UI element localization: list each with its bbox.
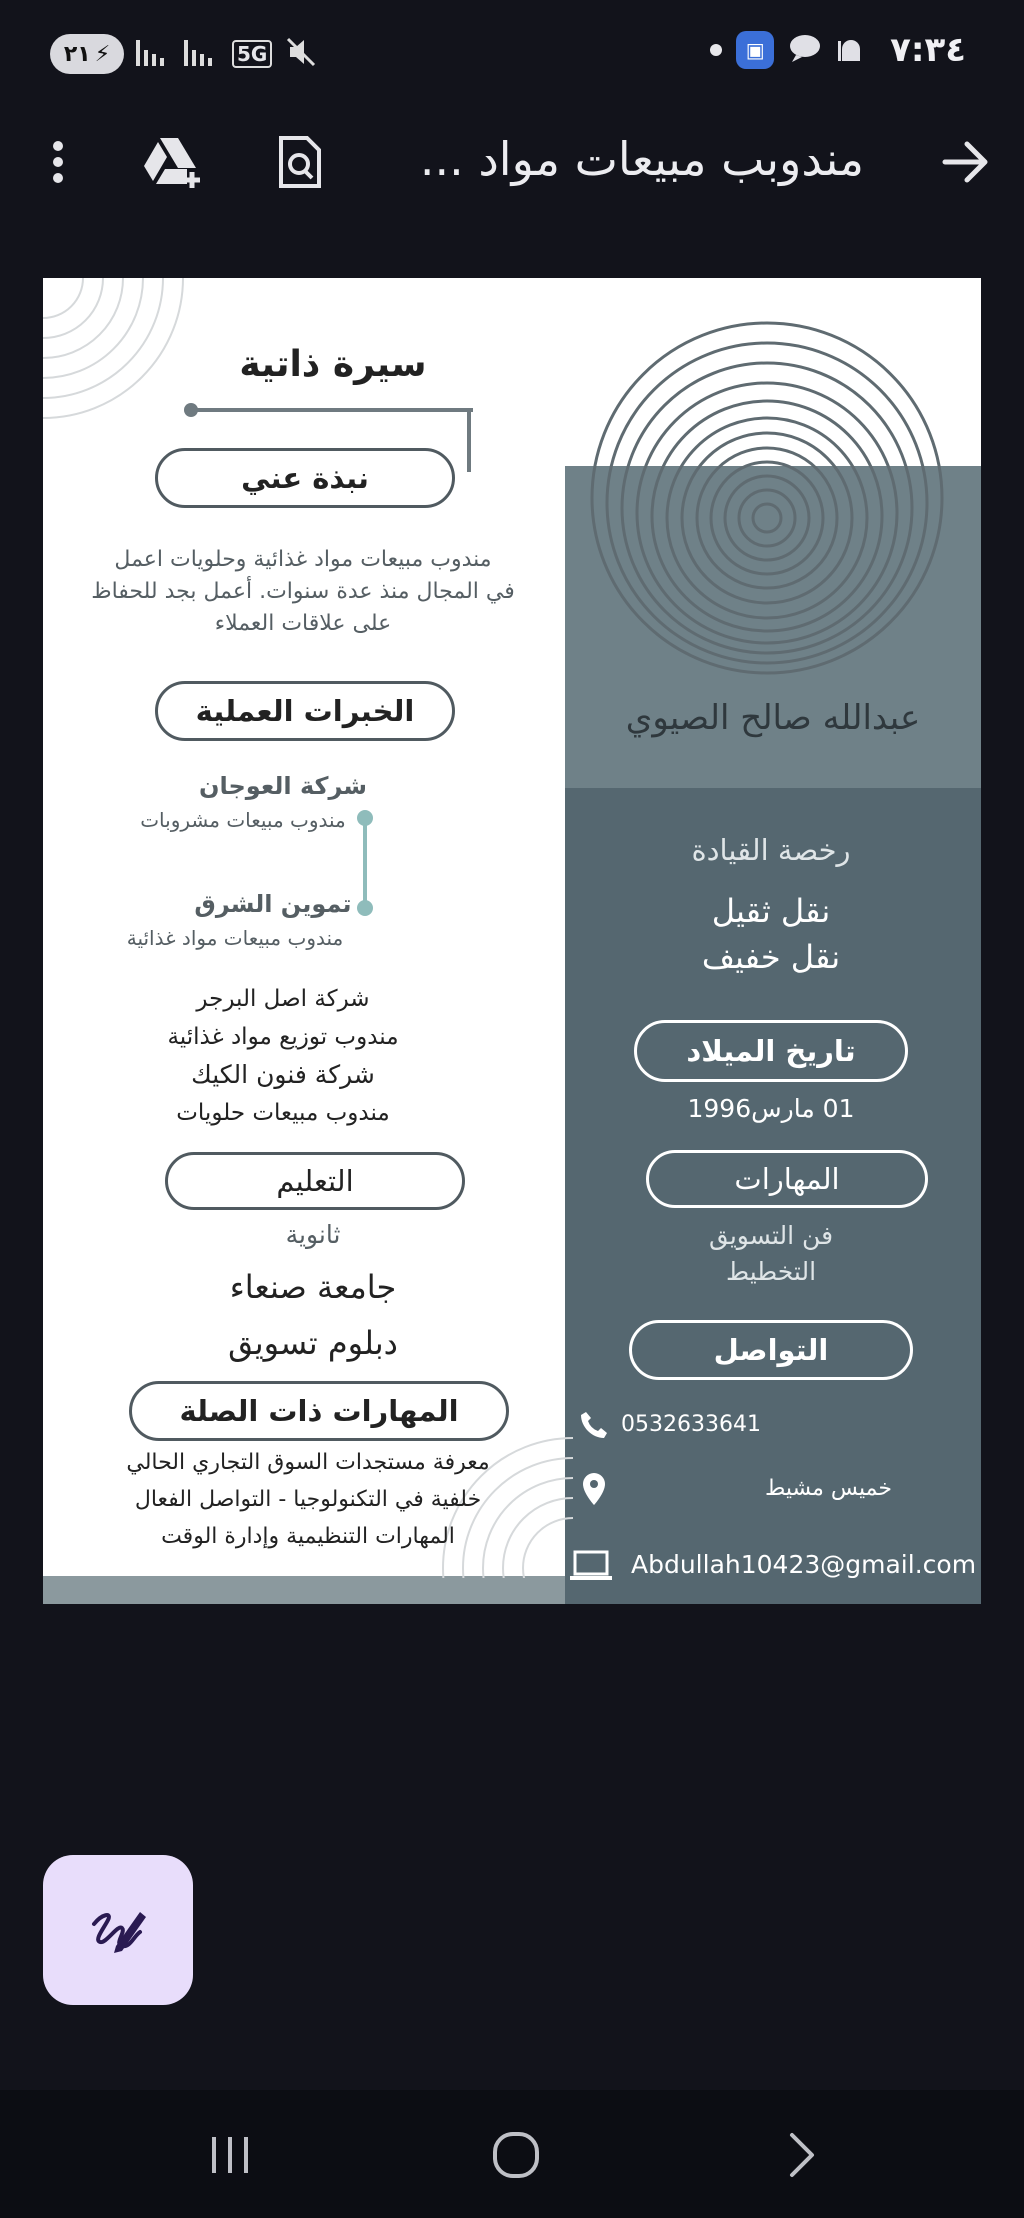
status-bar: [0, 0, 1024, 110]
experience-label: الخبرات العملية: [155, 681, 455, 741]
network-type: 5G: [232, 40, 272, 68]
mosque-icon: [836, 33, 866, 67]
license-item: نقل خفيف: [701, 938, 841, 976]
footer-strip: [43, 1576, 565, 1604]
experience-extra-item: مندوب توزيع مواد غذائية: [167, 1024, 399, 1050]
experience-extra-list: [133, 980, 433, 1132]
signal-icon: [184, 36, 220, 73]
charging-icon: ⚡: [94, 41, 111, 67]
skills-label: المهارات: [646, 1150, 928, 1208]
back-chevron-icon[interactable]: [762, 2120, 842, 2190]
experience-extra-item: مندوب مبيعات حلويات: [176, 1100, 390, 1126]
concentric-circles-decoration: [587, 318, 947, 678]
skill-item: التخطيط: [725, 1257, 817, 1286]
more-vertical-icon[interactable]: [30, 134, 86, 190]
birth-value: 01 مارس1996: [687, 1094, 855, 1123]
clock: ٧:٣٤: [890, 30, 966, 70]
license-item: نقل ثقيل: [711, 892, 831, 930]
about-line: في المجال منذ عدة سنوات. أعمل بجد للحفاظ: [91, 579, 515, 604]
document-search-icon[interactable]: [272, 134, 328, 190]
person-name: عبدالله صالح الصيوي: [625, 698, 921, 738]
experience-role: مندوب مبيعات مشروبات: [140, 808, 346, 832]
cv-heading: سيرة ذاتية: [239, 344, 427, 385]
contact-location: خميس مشيط: [765, 1476, 892, 1501]
contact-email: Abdullah10423@gmail.com: [631, 1550, 977, 1579]
education-item: جامعة صنعاء: [229, 1268, 397, 1306]
mute-icon: [284, 35, 318, 73]
related-skills-list: [73, 1444, 543, 1555]
license-label: رخصة القيادة: [691, 833, 851, 867]
about-line: على علاقات العملاء: [214, 611, 392, 636]
arrow-right-icon[interactable]: [938, 134, 994, 190]
about-text: [63, 544, 543, 640]
signal-icon: [136, 36, 172, 73]
phone-icon: [579, 1410, 609, 1444]
skills-list: [641, 1218, 901, 1290]
experience-company: تموين الشرق: [194, 890, 352, 918]
pen-scribble-icon: [86, 1898, 150, 1962]
contact-location-row: [565, 1464, 981, 1514]
experience-company: شركة العوجان: [198, 772, 368, 800]
birth-label: تاريخ الميلاد: [634, 1020, 908, 1082]
store-app-icon: ▣: [736, 31, 774, 69]
status-right: [710, 30, 966, 70]
edit-annotate-button[interactable]: [43, 1855, 193, 2005]
cv-document-page: [43, 278, 981, 1604]
experience-extra-item: شركة اصل البرجر: [196, 986, 370, 1012]
contact-label: التواصل: [629, 1320, 913, 1380]
experience-role: مندوب مبيعات مواد غذائية: [126, 926, 344, 950]
status-left: [50, 34, 318, 74]
battery-level: ٢١: [63, 41, 91, 67]
related-skill-item: المهارات التنظيمية وإدارة الوقت: [161, 1524, 455, 1549]
related-skill-item: خلفية في التكنولوجيا - التواصل الفعال: [134, 1487, 482, 1512]
education-item: دبلوم تسويق: [228, 1324, 398, 1362]
education-item: ثانوية: [285, 1220, 341, 1249]
contact-email-row: [565, 1540, 981, 1590]
add-to-drive-icon[interactable]: [140, 134, 204, 190]
contact-phone-row: [565, 1400, 981, 1450]
laptop-icon: [569, 1550, 613, 1586]
experience-extra-item: شركة فنون الكيك: [191, 1060, 375, 1089]
related-skill-item: معرفة مستجدات السوق التجاري الحالي: [126, 1450, 490, 1475]
about-label: نبذة عني: [155, 448, 455, 508]
arcs-decoration: [43, 278, 193, 438]
related-skills-label: المهارات ذات الصلة: [129, 1381, 509, 1441]
about-line: مندوب مبيعات مواد غذائية وحلويات اعمل: [114, 547, 492, 572]
skill-item: فن التسويق: [708, 1221, 834, 1250]
app-toolbar: [0, 110, 1024, 210]
notification-dot-icon: [710, 44, 722, 56]
system-navigation-bar: [0, 2090, 1024, 2218]
battery-indicator: [50, 34, 124, 74]
license-list: [641, 888, 901, 980]
location-pin-icon: [581, 1472, 607, 1510]
home-icon[interactable]: [476, 2120, 556, 2190]
recent-apps-icon[interactable]: [190, 2120, 270, 2190]
education-label: التعليم: [165, 1152, 465, 1210]
chat-icon: [788, 33, 822, 67]
document-title: مندوبب مبيعات مواد ...: [419, 132, 864, 186]
contact-phone: 0532633641: [621, 1412, 761, 1437]
